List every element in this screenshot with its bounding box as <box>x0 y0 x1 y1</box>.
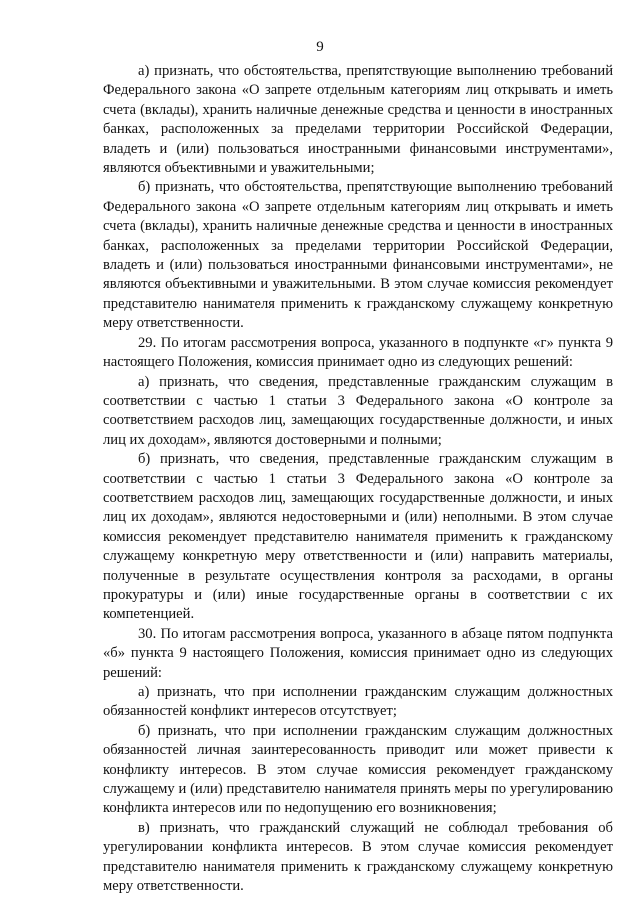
paragraph-30: 30. По итогам рассмотрения вопроса, указанного в абзаце пятом подпункта «б» пункта 9 настоящего Положения, комиссия принимает одно из следующих решений: <box>103 625 613 681</box>
paragraph-29b: б) признать, что сведения, представленные гражданским служащим в соответствии с частью 1 статьи 3 Федерального закона «О контроле за соответствием расходов лиц, замещающих государственные должности, и иных лиц их доходам», являются недостоверными и (или) неполными. В этом случае комиссия рекомендует представителю нанимателя применить к гражданскому служащему конкретную меру ответственности и (или) направить материалы, полученные в результате осуществления контроля за расходами, в органы прокуратуры и (или) иные государственные органы в соответствии с их компетенцией. <box>103 451 613 623</box>
document-body <box>103 62 613 896</box>
page-number: 9 <box>316 39 324 55</box>
paragraph-29a: а) признать, что сведения, представленные гражданским служащим в соответствии с частью 1 статьи 3 Федерального закона «О контроле за соответствием расходов лиц, замещающих государственные должности, и иных лиц их доходам», являются достоверными и полными; <box>103 373 613 448</box>
paragraph-30b: б) признать, что при исполнении гражданским служащим должностных обязанностей личная заинтересованность приводит или может привести к конфликту интересов. В этом случае комиссия рекомендует гражданскому служащему и (или) представителю нанимателя принять меры по урегулированию конфликта интересов или по недопущению его возникновения; <box>103 722 613 817</box>
paragraph-30a: а) признать, что при исполнении гражданским служащим должностных обязанностей конфликт интересов отсутствует; <box>103 684 613 720</box>
paragraph-28a: а) признать, что обстоятельства, препятствующие выполнению требований Федерального закона «О запрете отдельным категориям лиц открывать и иметь счета (вклады), хранить наличные денежные средства и ценности в иностранных банках, расположенных за пределами территории Российской Федерации, владеть и (или) пользоваться иностранными финансовыми инструментами», являются объективными и уважительными; <box>103 63 613 177</box>
paragraph-28b: б) признать, что обстоятельства, препятствующие выполнению требований Федерального закона «О запрете отдельным категориям лиц открывать и иметь счета (вклады), хранить наличные денежные средства и ценности в иностранных банках, расположенных за пределами территории Российской Федерации, владеть и (или) пользоваться иностранными финансовыми инструментами», не являются объективными и уважительными. В этом случае комиссия рекомендует представителю нанимателя применить к гражданскому служащему конкретную меру ответственности. <box>103 179 613 332</box>
paragraph-29: 29. По итогам рассмотрения вопроса, указанного в подпункте «г» пункта 9 настоящего Положения, комиссия принимает одно из следующих решений: <box>103 334 613 371</box>
paragraph-30c: в) признать, что гражданский служащий не соблюдал требования об урегулировании конфликта интересов. В этом случае комиссия рекомендует представителю нанимателя применить к гражданскому служащему конкретную меру ответственности. <box>103 819 613 895</box>
